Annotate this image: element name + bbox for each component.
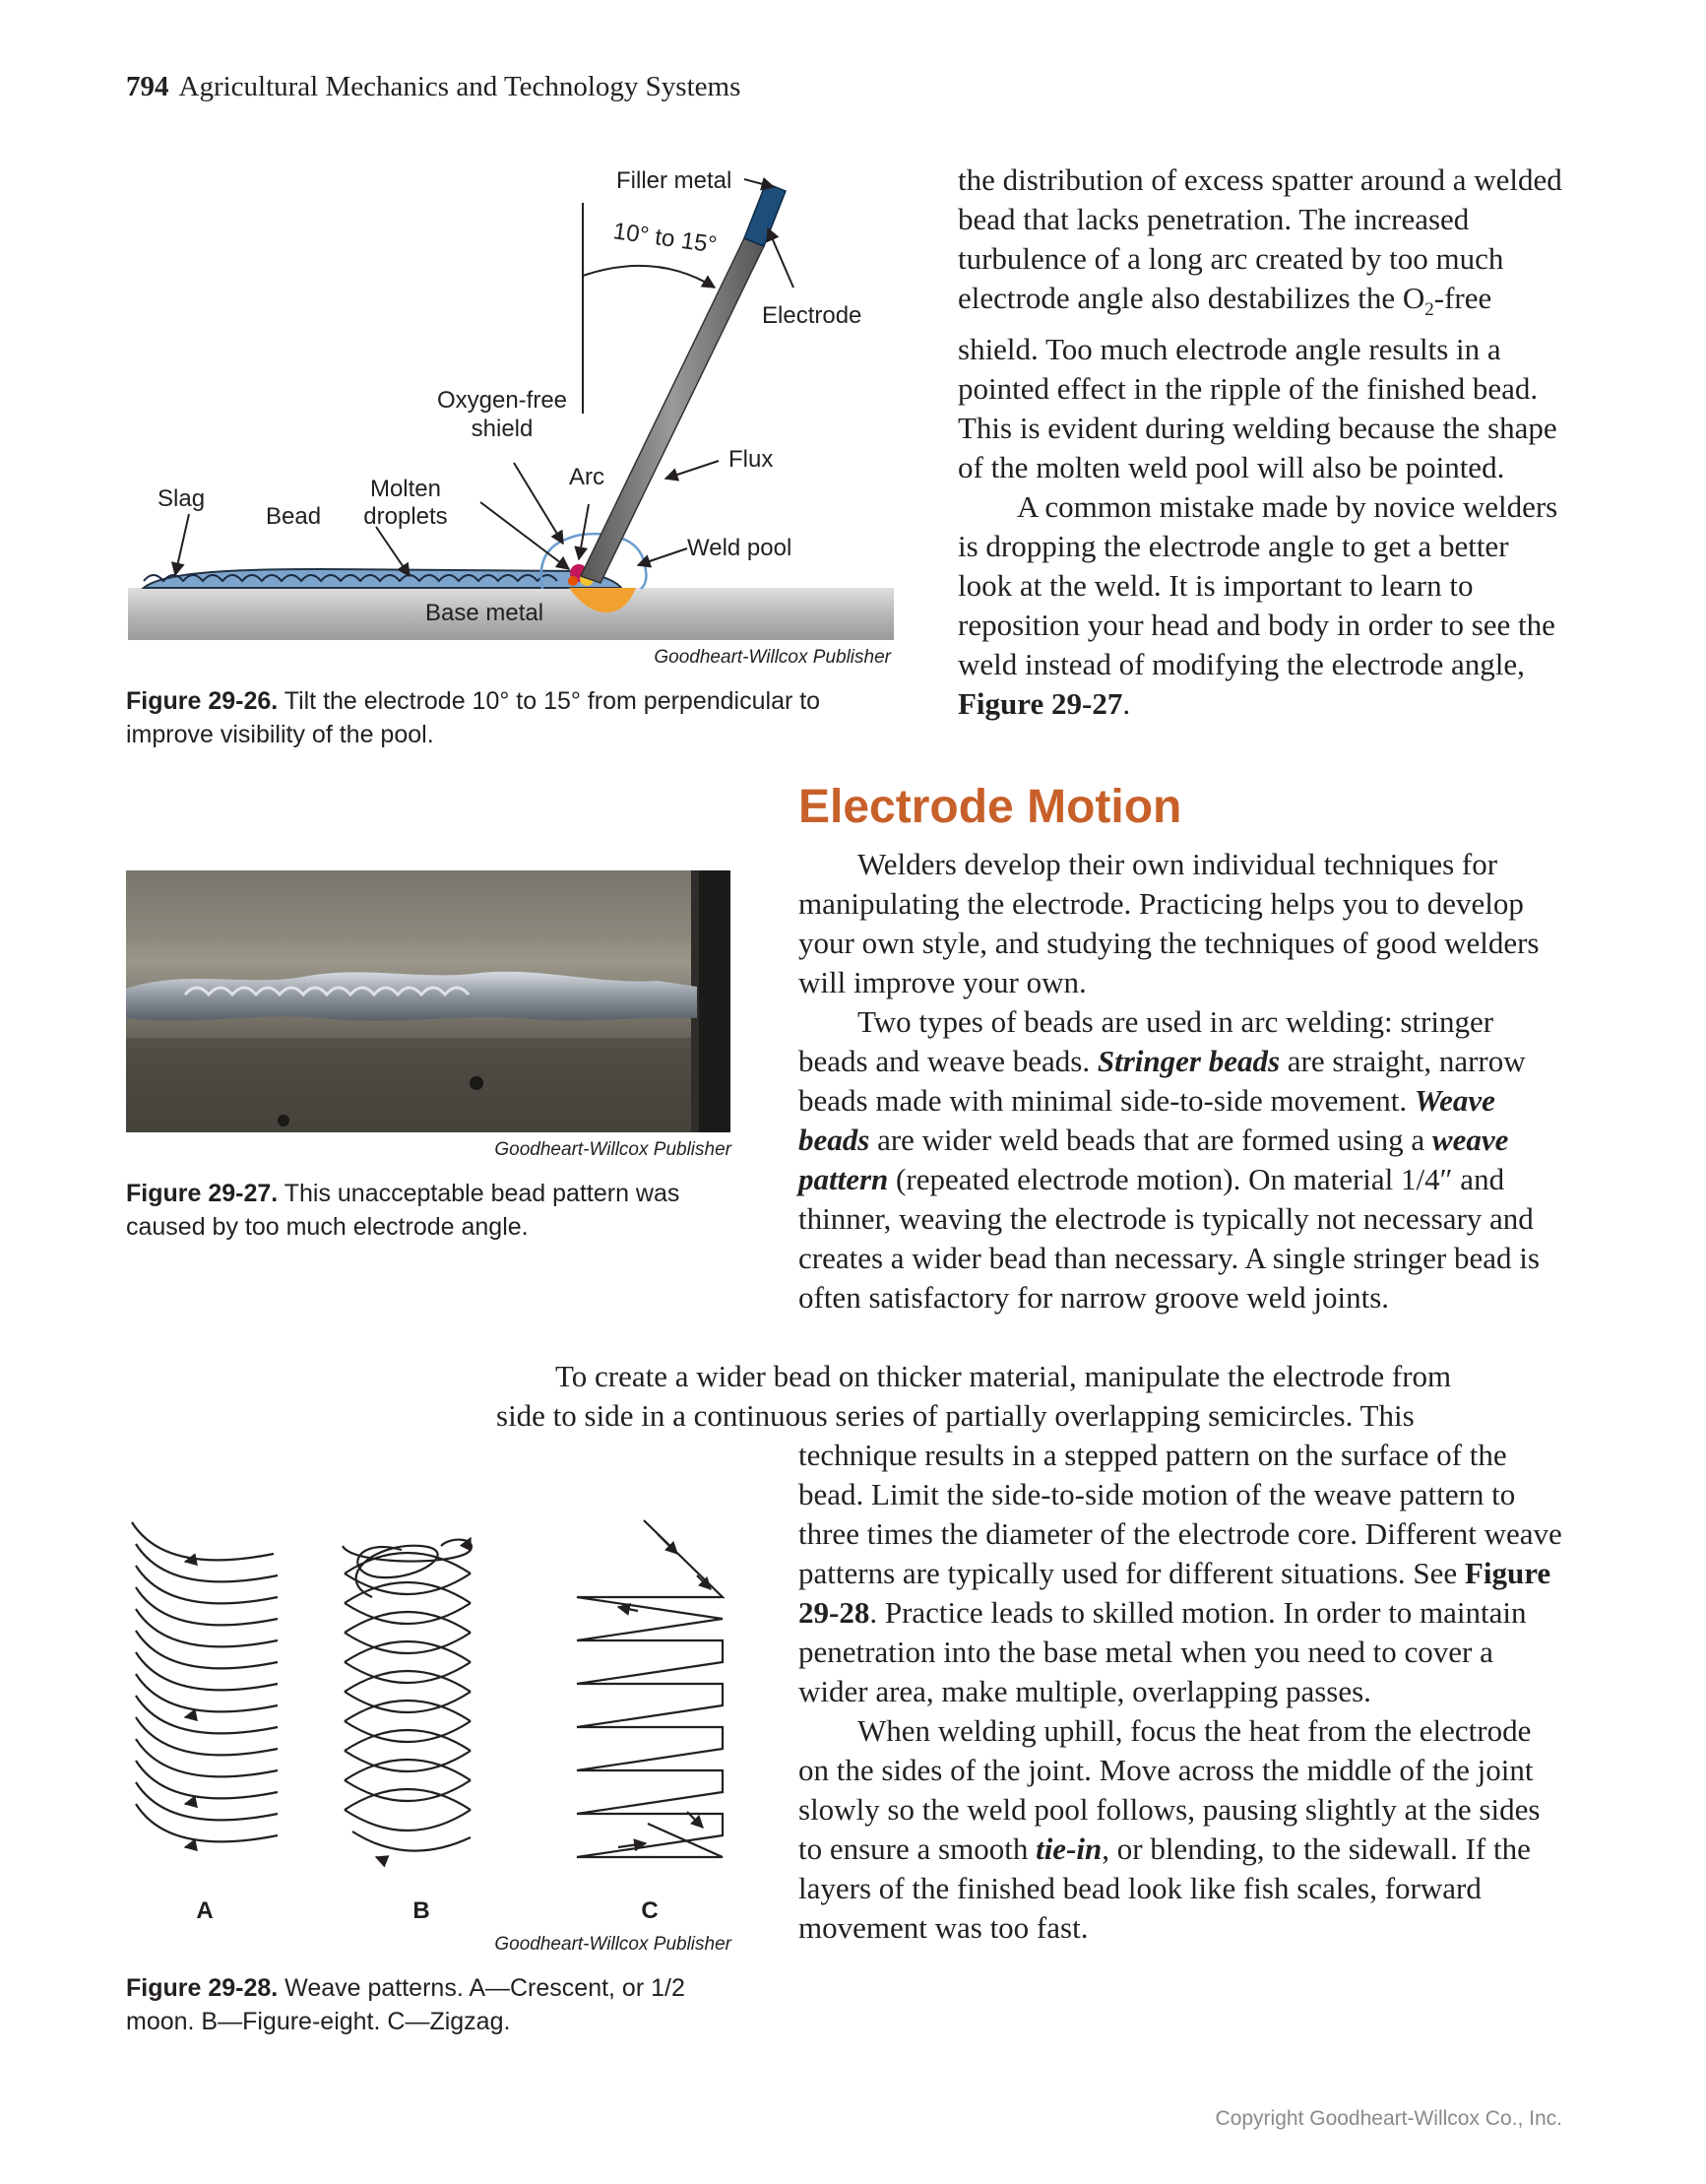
paragraph-wide-line-1: To create a wider bead on thicker material, manipulate the electrode from — [555, 1359, 1452, 1393]
figure-eight-pattern — [343, 1538, 472, 1861]
figure-29-27-credit: Goodheart-Willcox Publisher — [494, 1139, 731, 1160]
term-stringer-beads: Stringer beads — [1097, 1044, 1281, 1078]
label-angle-range: 10° to 15° — [611, 218, 719, 259]
figure-29-26-caption-text: Tilt the electrode 10° to 15° from perpendicular to improve visibility of the pool. — [126, 687, 821, 748]
figure-29-27-caption-text: This unacceptable bead pattern was caused by too much electrode angle. — [126, 1180, 680, 1241]
label-filler-metal: Filler metal — [616, 167, 732, 194]
figure-29-28-caption-text: Weave patterns. A—Crescent, or 1/2 moon. B—Figure-eight. C—Zigzag. — [126, 1974, 685, 2035]
figure-29-28-label: Figure 29-28. — [126, 1974, 279, 2002]
zigzag-pattern — [577, 1520, 723, 1857]
label-oxygen-free-shield-2: shield — [471, 416, 534, 442]
section-heading: Electrode Motion — [798, 781, 1182, 833]
figure-29-26-label: Figure 29-26. — [126, 687, 279, 715]
paragraph: technique results in a stepped pattern on the surface of the bead. Limit the side-to-side motion of the weave pattern to three times the diameter of the electrode core. Different weave patterns are typically used for different situations. See Figure 29-28. Practice leads to skilled motion. In order to maintain penetration into the base metal when you need to cover a wider area, make multiple, overlapping passes. — [798, 1438, 1562, 1708]
label-molten-droplets-1: Molten — [369, 476, 442, 502]
figure-29-27-label: Figure 29-27. — [126, 1180, 279, 1207]
label-bead: Bead — [266, 503, 322, 530]
term-weave-pattern: weave pattern — [798, 1123, 1509, 1196]
label-pattern-c: C — [641, 1897, 659, 1924]
figure-29-28-caption — [126, 1971, 736, 2038]
section-body-lower — [798, 1436, 1568, 1948]
label-pattern-b: B — [412, 1897, 430, 1924]
copyright-notice: Copyright Goodheart-Willcox Co., Inc. — [1215, 2107, 1562, 2130]
figure-29-28-diagram — [126, 1516, 746, 1930]
paragraph: Welders develop their own individual techniques for manipulating the electrode. Practicing helps you to develop your own style, and studying the techniques of good welders will improve your own. — [798, 847, 1540, 999]
paragraph: the distribution of excess spatter around a welded bead that lacks penetration. The increased turbulence of a long arc created by too much electrode angle also destabilizes the $O_2$-free shield. Too much electrode angle results in a pointed effect in the ripple of the finished bead. This is evident during welding because the shape of the molten weld pool will also be pointed. — [958, 162, 1562, 485]
label-molten-droplets-2: droplets — [363, 503, 448, 530]
label-flux: Flux — [728, 446, 774, 473]
paragraph: Two types of beads are used in arc welding: stringer beads and weave beads. Stringer beads are straight, narrow beads made with minimal side-to-side movement. Weave beads are wider weld beads that are formed using a weave pattern (repeated electrode motion). On material 1/4″ and thinner, weaving the electrode is typically not necessary and creates a wider bead than necessary. A single stringer bead is often satisfactory for narrow groove weld joints. — [798, 1004, 1540, 1315]
label-arc: Arc — [569, 464, 604, 490]
label-slag: Slag — [158, 485, 206, 512]
figure-reference: Figure 29-27 — [958, 686, 1123, 722]
book-title: Agricultural Mechanics and Technology Systems — [178, 71, 741, 102]
figure-29-26-diagram — [124, 158, 902, 640]
page-number: 794 — [126, 71, 169, 102]
label-weld-pool: Weld pool — [687, 535, 792, 561]
paragraph: When welding uphill, focus the heat from the electrode on the sides of the joint. Move across the middle of the joint slowly so the weld pool follows, pausing slightly at the sides to ensure a smooth tie-in, or blending, to the sidewall. If the layers of the finished bead look like fish scales, forward movement was too fast. — [798, 1713, 1541, 1945]
electrode-rod — [581, 238, 764, 583]
crescent-pattern — [132, 1522, 278, 1847]
label-electrode: Electrode — [762, 302, 862, 329]
term-tie-in: tie-in — [1036, 1831, 1103, 1866]
label-oxygen-free-shield-1: Oxygen-free — [436, 387, 568, 414]
section-body-upper — [798, 845, 1568, 1317]
label-base-metal: Base metal — [425, 600, 544, 626]
figure-reference: Figure 29-28 — [798, 1556, 1551, 1630]
figure-29-26-caption — [126, 684, 894, 751]
top-column-text — [958, 161, 1568, 724]
figure-29-27-photo — [126, 870, 730, 1132]
label-pattern-a: A — [196, 1897, 214, 1924]
paragraph-wide-line-2: side to side in a continuous series of partially overlapping semicircles. This — [496, 1398, 1415, 1433]
paragraph: A common mistake made by novice welders is dropping the electrode angle to get a better look at the weld. It is important to learn to reposition your head and body in order to see the weld instead of modifying the electrode angle, Figure 29-27. — [958, 489, 1558, 722]
figure-29-28-credit: Goodheart-Willcox Publisher — [494, 1934, 731, 1955]
figure-29-26-credit: Goodheart-Willcox Publisher — [654, 647, 891, 668]
running-head — [126, 71, 740, 103]
filler-metal-tip — [744, 183, 786, 246]
figure-29-27-caption — [126, 1177, 736, 1244]
term-weave-beads: Weave beads — [798, 1083, 1495, 1157]
